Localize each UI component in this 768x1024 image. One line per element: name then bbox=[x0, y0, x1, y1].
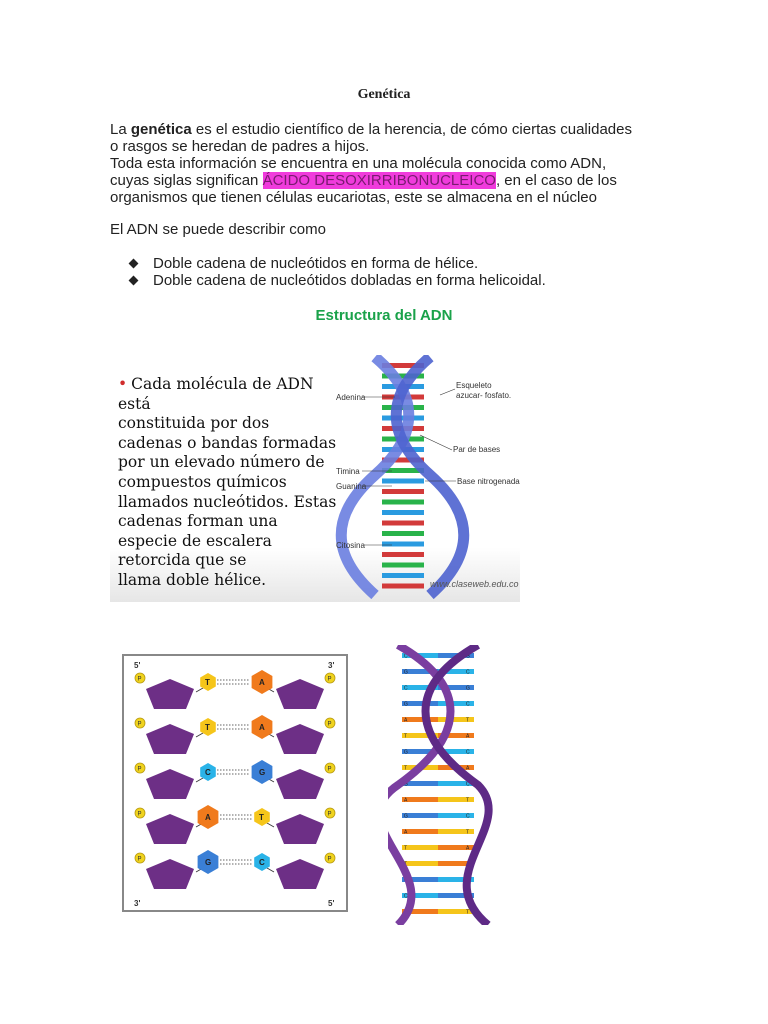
base-pair-rung bbox=[382, 500, 424, 505]
base-label: T bbox=[404, 733, 408, 740]
base-label: T bbox=[404, 765, 408, 772]
text: organismos que tienen células eucariotas, este se almacena en el núcleo bbox=[110, 189, 597, 206]
list-item bbox=[130, 255, 546, 272]
base-pair-rung bbox=[402, 733, 474, 740]
base-label: G bbox=[466, 685, 470, 692]
base-label: G bbox=[205, 858, 212, 867]
end-label-5prime: 5' bbox=[134, 661, 141, 670]
base-label: C bbox=[404, 893, 408, 900]
base-pair-rung bbox=[382, 563, 424, 568]
base-pair-rung bbox=[382, 573, 424, 578]
end-label-3prime: 3' bbox=[328, 661, 335, 670]
phosphate-label: P bbox=[137, 856, 142, 863]
base-label: A bbox=[404, 829, 408, 836]
base-label: T bbox=[466, 909, 470, 916]
bold-term: genética bbox=[130, 121, 192, 138]
figure-adn-structure bbox=[110, 355, 520, 602]
phosphate-label: P bbox=[327, 811, 332, 818]
base-pair-rungs bbox=[402, 653, 474, 916]
text: La bbox=[110, 121, 131, 138]
base-label: T bbox=[205, 678, 210, 687]
label-timina: Timina bbox=[336, 467, 360, 476]
caption-line: retorcida que se bbox=[118, 551, 247, 570]
base-pair-rung bbox=[402, 829, 474, 836]
base-label: A bbox=[205, 813, 211, 822]
base-pair-rung bbox=[402, 845, 474, 852]
base-label: G bbox=[404, 669, 408, 676]
phosphate-label: P bbox=[137, 811, 142, 818]
base-pair-rung bbox=[402, 861, 474, 868]
base-pair-rung bbox=[382, 584, 424, 589]
base-pair-rung bbox=[382, 510, 424, 515]
base-label: C bbox=[466, 781, 470, 788]
base-pair-rung bbox=[402, 797, 474, 804]
base-pair-rung bbox=[382, 521, 424, 526]
caption-line: por un elevado número de bbox=[118, 453, 325, 472]
base-label: G bbox=[466, 893, 470, 900]
base-pair-rung bbox=[382, 552, 424, 557]
text: es el estudio científico de la herencia, de cómo ciertas cualidades bbox=[191, 121, 632, 138]
base-pair-rung bbox=[382, 479, 424, 484]
base-label: C bbox=[466, 669, 470, 676]
phosphate-label: P bbox=[327, 676, 332, 683]
phosphate-label: P bbox=[327, 766, 332, 773]
base-label: G bbox=[404, 701, 408, 708]
section-subtitle: Estructura del ADN bbox=[315, 307, 453, 324]
base-label: A bbox=[466, 861, 470, 868]
base-label: C bbox=[466, 749, 470, 756]
base-pair-rung bbox=[402, 781, 474, 788]
base-label: T bbox=[205, 723, 210, 732]
base-label: T bbox=[259, 813, 264, 822]
label-par-de-bases: Par de bases bbox=[453, 445, 501, 454]
list-item bbox=[130, 272, 546, 289]
helix-strand bbox=[396, 357, 464, 595]
base-pair-rung bbox=[382, 542, 424, 547]
intro-paragraph bbox=[110, 121, 670, 206]
caption-line: compuestos químicos bbox=[118, 472, 287, 491]
base-label: C bbox=[259, 858, 265, 867]
base-pair-rung bbox=[382, 416, 424, 421]
figure-nucleotide-ladder bbox=[120, 652, 350, 914]
base-label: G bbox=[259, 768, 266, 777]
diamond-bullet-icon bbox=[129, 259, 139, 269]
bullet-dot-icon: • bbox=[118, 375, 128, 393]
base-label: A bbox=[404, 797, 408, 804]
text: Toda esta información se encuentra en una molécula conocida como ADN, bbox=[110, 155, 607, 172]
base-pair-rung bbox=[382, 531, 424, 536]
caption-line: llama doble hélice. bbox=[118, 570, 267, 589]
phosphate-label: P bbox=[137, 676, 142, 683]
colored-helix-diagram bbox=[388, 645, 498, 925]
caption-line: llamados nucleótidos. Estas bbox=[118, 492, 337, 511]
figure-colored-helix bbox=[388, 645, 498, 925]
caption-line: especie de escalera bbox=[118, 531, 272, 550]
base-pair-rung bbox=[402, 701, 474, 708]
base-label: T bbox=[404, 861, 408, 868]
base-label: G bbox=[404, 813, 408, 820]
base-label: G bbox=[404, 749, 408, 756]
base-label: T bbox=[404, 845, 408, 852]
nucleotide-ladder-diagram bbox=[120, 652, 350, 914]
base-label: C bbox=[404, 685, 408, 692]
phosphate-label: P bbox=[137, 766, 142, 773]
watermark-text: www.claseweb.edu.co bbox=[430, 579, 519, 589]
base-label: C bbox=[205, 768, 211, 777]
base-label: A bbox=[466, 845, 470, 852]
base-label: A bbox=[466, 733, 470, 740]
text: , en el caso de los bbox=[495, 172, 617, 189]
base-label: A bbox=[259, 678, 265, 687]
base-pair-rung bbox=[402, 813, 474, 820]
base-label: T bbox=[466, 797, 470, 804]
base-pair-rung bbox=[402, 717, 474, 724]
phosphate-label: P bbox=[327, 721, 332, 728]
base-label: T bbox=[466, 717, 470, 724]
base-pair-rung bbox=[402, 685, 474, 692]
text: o rasgos se heredan de padres a hijos. bbox=[110, 138, 370, 155]
label-azucar-fosfato: azucar- fosfato. bbox=[456, 391, 512, 400]
caption-line: cadenas forman una bbox=[118, 512, 278, 531]
end-label-3prime: 3' bbox=[134, 899, 141, 908]
label-guanina: Guanina bbox=[336, 482, 367, 491]
end-label-5prime: 5' bbox=[328, 899, 335, 908]
label-esqueleto: Esqueleto bbox=[456, 381, 492, 390]
base-label: A bbox=[404, 717, 408, 724]
base-label: G bbox=[404, 781, 408, 788]
list-item-text: Doble cadena de nucleótidos dobladas en forma helicoidal. bbox=[153, 272, 546, 289]
diamond-bullet-icon bbox=[129, 276, 139, 286]
label-citosina: Citosina bbox=[336, 541, 365, 550]
base-pair-rung bbox=[382, 489, 424, 494]
base-label: A bbox=[466, 765, 470, 772]
list-item-text: Doble cadena de nucleótidos en forma de hélice. bbox=[153, 255, 479, 272]
page-title: Genética bbox=[357, 87, 411, 102]
base-label: T bbox=[466, 829, 470, 836]
base-label: A bbox=[259, 723, 265, 732]
phosphate-label: P bbox=[327, 856, 332, 863]
base-label: C bbox=[466, 877, 470, 884]
base-label: C bbox=[466, 813, 470, 820]
label-base-nitrogenada: Base nitrogenada bbox=[457, 477, 520, 486]
text: cuyas siglas significan bbox=[110, 172, 263, 189]
adn-description-intro: El ADN se puede describir como bbox=[110, 221, 326, 238]
double-helix-diagram bbox=[110, 355, 520, 602]
base-label: C bbox=[404, 653, 408, 660]
caption-line: cadenas o bandas formadas bbox=[118, 433, 337, 452]
highlighted-term: ÁCIDO DESOXIRRIBONUCLEICO bbox=[262, 172, 496, 189]
caption-line: Cada molécula de ADN está bbox=[118, 375, 314, 413]
base-label: A bbox=[404, 909, 408, 916]
base-label: G bbox=[466, 653, 470, 660]
phosphate-label: P bbox=[137, 721, 142, 728]
label-adenina: Adenina bbox=[336, 393, 366, 402]
bullet-list bbox=[130, 255, 546, 289]
base-label: G bbox=[404, 877, 408, 884]
caption-line: constituida por dos bbox=[118, 414, 270, 433]
base-label: C bbox=[466, 701, 470, 708]
